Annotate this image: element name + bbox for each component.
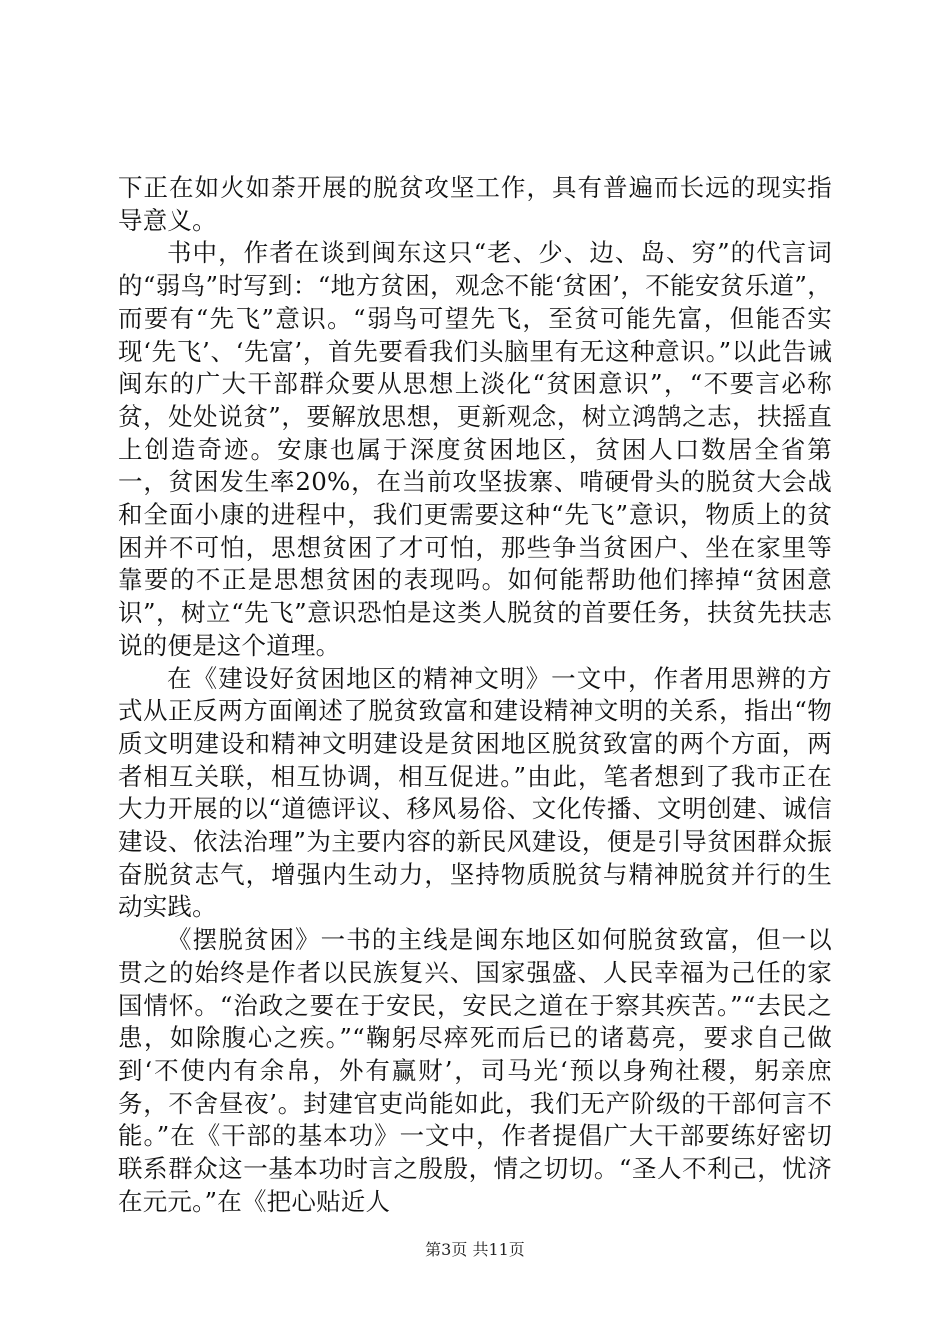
- page-number-label: 第3页 共11页: [425, 1240, 525, 1259]
- paragraph-1: 下正在如火如荼开展的脱贫攻坚工作，具有普遍而长远的现实指导意义。: [118, 173, 832, 235]
- document-body: [118, 172, 832, 1219]
- paragraph-4: 《摆脱贫困》一书的主线是闽东地区如何脱贫致富，但一以贯之的始终是作者以民族复兴、国家强盛、人民幸福为己任的家国情怀。“治政之要在于安民，安民之道在于察其疾苦。”“去民之患，如除腹心之疾。”“鞠躬尽瘁死而后已的诸葛亮，要求自己做到‘不使内有余帛，外有赢财’，司马光‘预以身殉社稷，躬亲庶务，不舍昼夜’。封建官吏尚能如此，我们无产阶级的干部何言不能。”在《干部的基本功》一文中，作者提倡广大干部要练好密切联系群众这一基本功时言之殷殷，情之切切。“圣人不利己，忧济在元元。”在《把心贴近人: [118, 925, 832, 1216]
- paragraph-3: 在《建设好贫困地区的精神文明》一文中，作者用思辨的方式从正反两方面阐述了脱贫致富和建设精神文明的关系，指出“物质文明建设和精神文明建设是贫困地区脱贫致富的两个方面，两者相互关联，相互协调，相互促进。”由此，笔者想到了我市正在大力开展的以“道德评议、移风易俗、文化传播、文明创建、诚信建设、依法治理”为主要内容的新民风建设，便是引导贫困群众振奋脱贫志气，增强内生动力，坚持物质脱贫与精神脱贫并行的生动实践。: [118, 663, 832, 922]
- page-footer: [0, 1240, 950, 1260]
- paragraph-2: 书中，作者在谈到闽东这只“老、少、边、岛、穷”的代言词的“弱鸟”时写到：“地方贫困，观念不能‘贫困’，不能安贫乐道”，而要有“先飞”意识。“弱鸟可望先飞，至贫可能先富，但能否实现‘先飞’、‘先富’，首先要看我们头脑里有无这种意识。”以此告诫闽东的广大干部群众要从思想上淡化“贫困意识”，“不要言必称贫，处处说贫”，要解放思想，更新观念，树立鸿鹄之志，扶摇直上创造奇迹。安康也属于深度贫困地区，贫困人口数居全省第一，贫困发生率20%，在当前攻坚拔寨、啃硬骨头的脱贫大会战和全面小康的进程中，我们更需要这种“先飞”意识，物质上的贫困并不可怕，思想贫困了才可怕，那些争当贫困户、坐在家里等靠要的不正是思想贫困的表现吗。如何能帮助他们摔掉“贫困意识”，树立“先飞”意识恐怕是这类人脱贫的首要任务，扶贫先扶志说的便是这个道理。: [118, 238, 832, 660]
